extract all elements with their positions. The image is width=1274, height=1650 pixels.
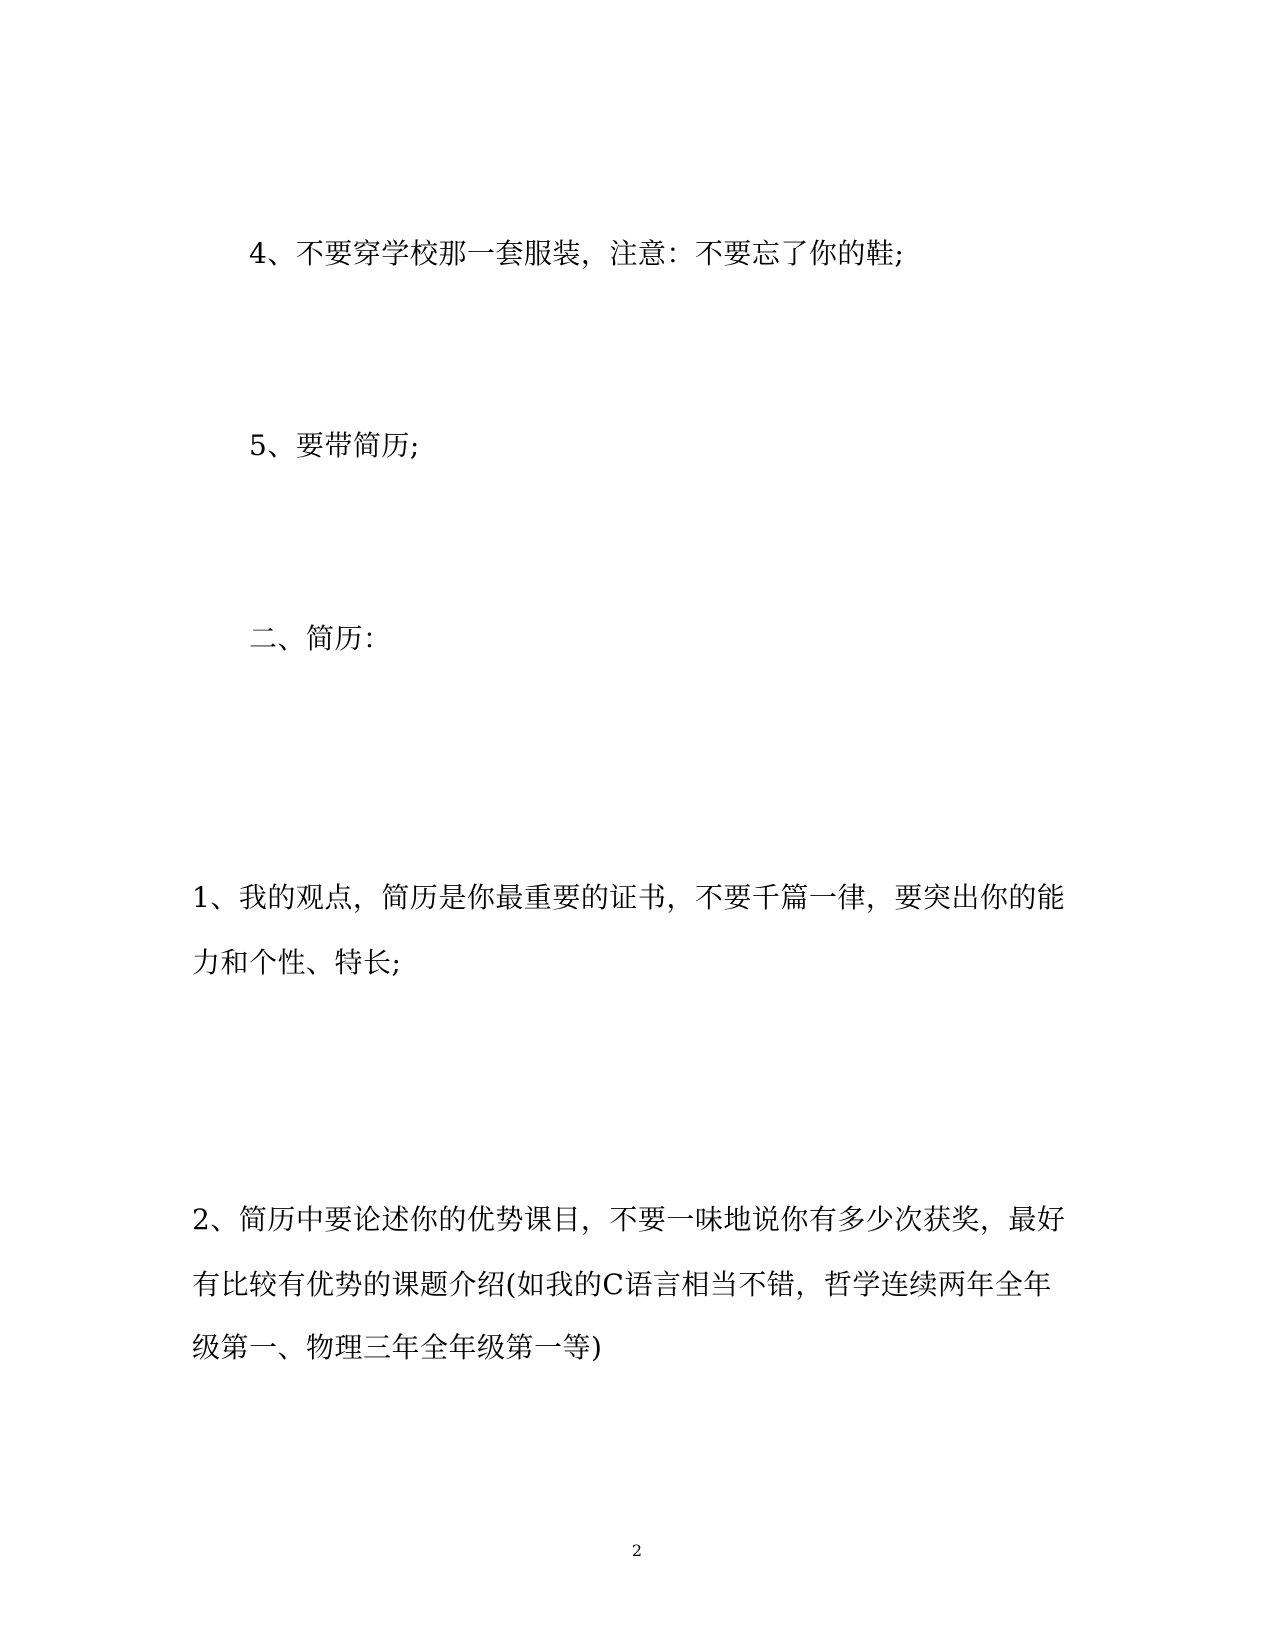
list-item-4: 4、不要穿学校那一套服装，注意：不要忘了你的鞋; (249, 237, 905, 270)
list-item-5: 5、要带简历; (249, 429, 420, 462)
point-1-line-2: 力和个性、特长; (192, 946, 402, 979)
point-2-line-1: 2、简历中要论述你的优势课目，不要一味地说你有多少次获奖，最好 (192, 1203, 1066, 1236)
point-2-line-3: 级第一、物理三年全年级第一等) (192, 1331, 603, 1364)
point-2-line-2: 有比较有优势的课题介绍(如我的C语言相当不错，哲学连续两年全年 (192, 1268, 1052, 1301)
point-1-line-1: 1、我的观点，简历是你最重要的证书，不要千篇一律，要突出你的能 (192, 881, 1066, 914)
page-number: 2 (631, 1541, 643, 1560)
section-heading: 二、简历： (249, 622, 392, 655)
